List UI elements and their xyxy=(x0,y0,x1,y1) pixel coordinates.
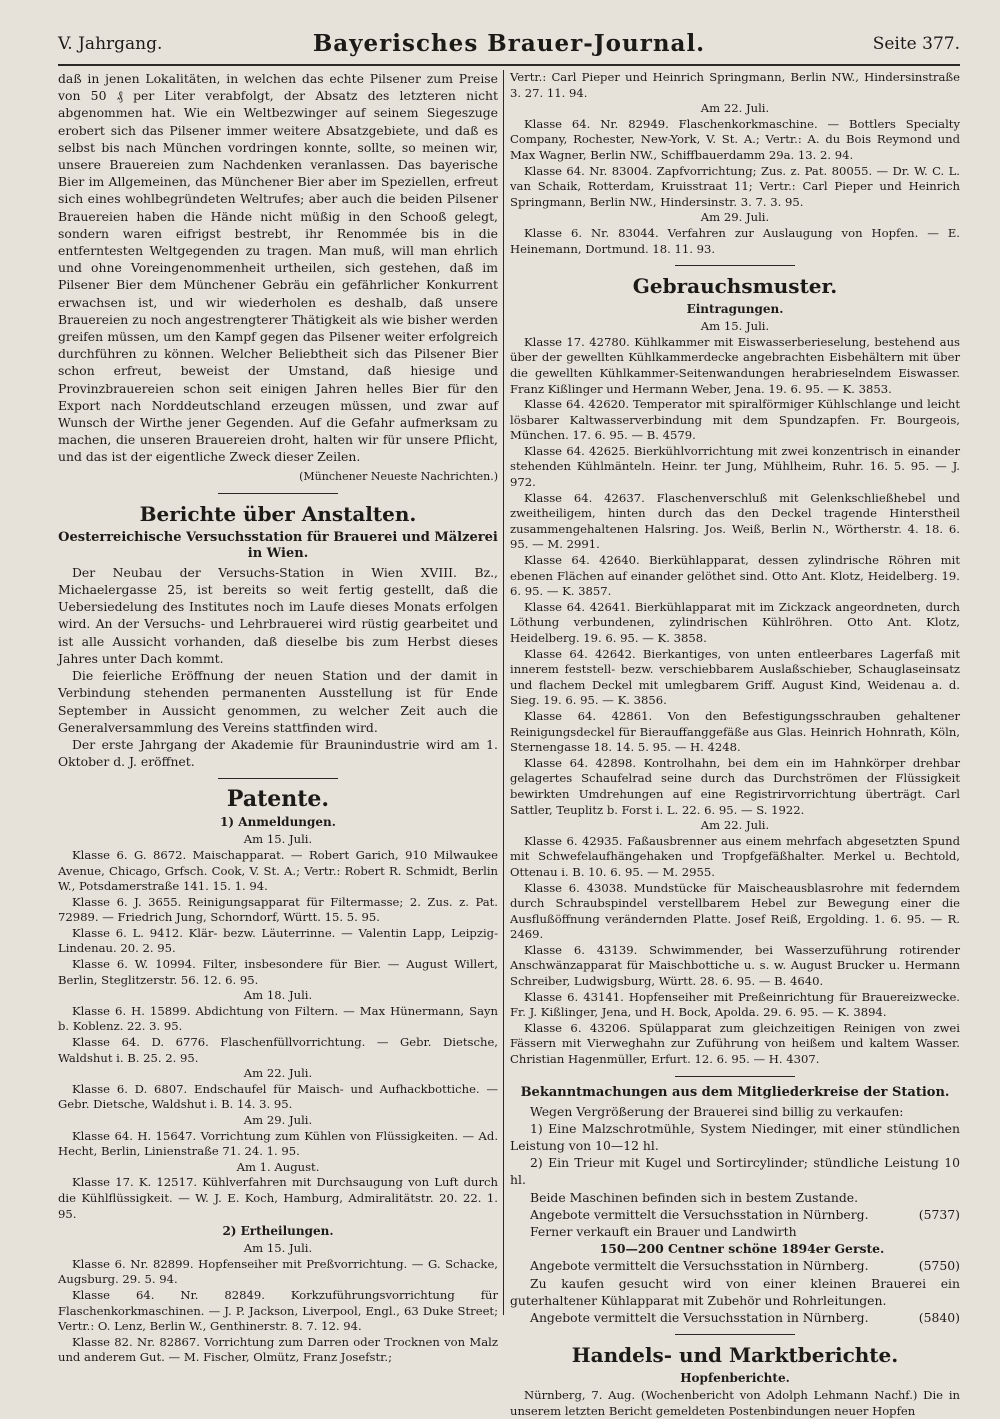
patent-entry: Klasse 17. K. 12517. Kühlverfahren mit Durchsaugung von Luft durch die Kühlflüssigkeit. — W. J. E. Koch, Hamburg, Admiralitätstr. 20. 22. 1. 95. xyxy=(58,1175,498,1221)
notice-text: Angebote vermittelt die Versuchsstation in Nürnberg. xyxy=(530,1258,869,1274)
patent-entry: Klasse 6. G. 8672. Maischapparat. — Robert Garich, 910 Milwaukee Avenue, Chicago, Grfsch. Cook, V. St. A.; Vertr.: Robert R. Schmidt, Berlin W., Potsdamerstraße 141. 15. 1. 94. xyxy=(58,847,498,894)
notice-ref: (5737) xyxy=(918,1206,960,1222)
notice-ref: (5750) xyxy=(918,1258,960,1274)
patent-entry: Klasse 6. W. 10994. Filter, insbesondere für Bier. — August Willert, Berlin, Steglitzerstr. 56. 12. 6. 95. xyxy=(58,957,498,987)
notice-line xyxy=(510,1309,960,1326)
patent-entry: Klasse 6. Nr. 82899. Hopfenseiher mit Preßvorrichtung. — G. Schacke, Augsburg. 29. 5. 94. xyxy=(58,1256,498,1287)
utility-model-entry: Klasse 64. 42640. Bierkühlapparat, dessen zylindrische Röhren mit ebenen Flächen auf einander gelöthet sind. Otto Ant. Klotz, Heidelberg. 19. 6. 95. — K. 3857. xyxy=(510,553,960,599)
notice-line: Zu kaufen gesucht wird von einer kleinen Brauerei ein guterhaltener Kühlapparat mit Zubehör und Rohrleitungen. xyxy=(510,1275,960,1308)
date-line: Am 15. Juli. xyxy=(243,832,313,847)
notice-highlight: 150—200 Centner schöne 1894er Gerste. xyxy=(599,1241,885,1257)
volume-label: V. Jahrgang. xyxy=(58,34,163,54)
reports-heading: Berichte über Anstalten. xyxy=(139,501,417,526)
station-paragraph: Der Neubau der Versuchs-Station in Wien XVIII. Bz., Michaelergasse 25, ist bereits so weit fertig gestellt, daß die Uebersiedelung des Institutes noch im Laufe dieses Monats erfolgen wird. An der Versuchs- und Lehrbrauerei wird rüstig gearbeitet und ist alle Aussicht vorhanden, daß dieselbe bis zum Herbst dieses Jahres unter Dach kommt. xyxy=(58,564,498,666)
utility-model-entry: Klasse 6. 43139. Schwimmender, bei Wasserzuführung rotirender Anschwänzapparat für Maischbottiche u. s. w. August Brucker u. Hermann Schreiber, Ludwigsburg, Württ. 28. 6. 95. — B. 4640. xyxy=(510,942,960,989)
separator xyxy=(675,1334,795,1335)
column-rule xyxy=(503,70,504,1315)
intro-paragraph: daß in jenen Lokalitäten, in welchen das echte Pilsener zum Preise von 50 ₰ per Liter verabfolgt, der Absatz des letzteren nicht abgenommen hat. Wie ein Weltbezwinger auf seinem Siegeszuge erobert sich das Pilsener immer weitere Absatzgebiete, und daß es selbst bis nach München vordringen konnte, sollte, so meinen wir, unsere Brauereien zum Nachdenken veranlassen. Das bayerische Bier im Allgemeinen, das Münchener Bier aber im Speziellen, erfreut sich eines wohlbegründeten Weltrufes; aber auch die beiden Pilsener Brauereien haben die Hände nicht müßig in den Schooß gelegt, sondern waren eifrigst bestrebt, ihr Renommée bis in die entferntesten Weltgegenden zu tragen. Man muß, will man ehrlich und ohne Voreingenommenheit urtheilen, sich gestehen, daß im Pilsener Bier dem Münchener Gebräu ein gefährlicher Konkurrent erwachsen ist, und wir wiederholen es deshalb, daß unsere Brauereien zu noch angestrengterer Thätigkeit als wie bisher werden greifen müssen, um den Kampf gegen das Pilsener weiter erfolgreich durchführen zu können. Welcher Beliebtheit sich das Pilsener Bier schon erfreut, beweist der Umstand, daß hiesige und Provinzbrauereien schon seit einigen Jahren helles Bier für den Export nach Norddeutschland erzeugen müssen, und zwar auf Wunsch der Wirthe jener Gegenden. Auf die Gefahr aufmerksam zu machen, die unseren Brauereien droht, halten wir für unsere Pflicht, und das ist der eigentliche Zweck dieser Zeilen. xyxy=(58,71,498,465)
station-heading: Oesterreichische Versuchsstation für Brauerei und Mälzerei in Wien. xyxy=(58,529,498,561)
utility-model-entry: Klasse 64. 42898. Kontrolhahn, bei dem ein im Hahnkörper drehbar gelagertes Schaufelrad seine durch das Durchströmen der Flüssigkeit bewirkten Umdrehungen auf eine Registrirvorrichtung überträgt. Carl Sattler, Teuplitz b. Forst i. L. 22. 6. 95. — S. 1922. xyxy=(510,755,960,817)
date-line: Am 29. Juli. xyxy=(243,1113,313,1127)
date-line: Am 22. Juli. xyxy=(700,818,770,833)
date-line: Am 1. August. xyxy=(236,1159,320,1174)
patent-entry: Vertr.: Carl Pieper und Heinrich Springmann, Berlin NW., Hindersinstraße 3. 27. 11. 94. xyxy=(510,70,960,100)
market-heading: Handels- und Marktberichte. xyxy=(571,1343,899,1368)
notice-line: Ferner verkauft ein Brauer und Landwirth xyxy=(530,1224,797,1240)
patent-entry: Klasse 6. H. 15899. Abdichtung von Filtern. — Max Hünermann, Sayn b. Koblenz. 22. 3. 95. xyxy=(58,1003,498,1034)
left-column xyxy=(58,70,498,1365)
notices-heading: Bekanntmachungen aus dem Mitgliederkreise der Station. xyxy=(520,1084,950,1100)
notice-line: Beide Maschinen befinden sich in bestem Zustande. xyxy=(530,1189,859,1205)
date-line: Am 22. Juli. xyxy=(700,101,770,116)
separator xyxy=(675,1076,795,1077)
notice-line: Wegen Vergrößerung der Brauerei sind billig zu verkaufen: xyxy=(530,1103,904,1119)
journal-title: Bayerisches Brauer-Journal. xyxy=(312,30,706,57)
patents-heading: Patente. xyxy=(226,786,330,813)
utility-model-entry: Klasse 64. 42861. Von den Befestigungsschrauben gehaltener Reinigungsdeckel für Bierauffanggefäße aus Glas. Heinrich Hohnrath, Köln, Sternengasse 18. 14. 5. 95. — H. 4248. xyxy=(510,708,960,755)
applications-heading: 1) Anmeldungen. xyxy=(220,815,336,830)
utility-model-entry: Klasse 6. 42935. Faßausbrenner aus einem mehrfach abgesetzten Spund mit Schwefelaufhängehaken und Tropfgefäßhalter. Merkel u. Bechtold, Ottenau i. B. 10. 6. 95. — M. 2955. xyxy=(510,833,960,879)
date-line: Am 29. Juli. xyxy=(700,210,770,225)
separator xyxy=(218,778,338,779)
notice-line: 2) Ein Trieur mit Kugel und Sortircylinder; stündliche Leistung 10 hl. xyxy=(510,1155,960,1188)
patent-entry: Klasse 64. Nr. 82949. Flaschenkorkmaschine. — Bottlers Specialty Company, Rochester, New-York, V. St. A.; Vertr.: A. du Bois Reymond und Max Wagner, Berlin NW., Schiffbauerdamm 29a. 13. 2. 94. xyxy=(510,116,960,162)
notice-line: 1) Eine Malzschrotmühle, System Niedinger, mit einer stündlichen Leistung von 10—12 hl. xyxy=(510,1120,960,1154)
utility-model-entry: Klasse 17. 42780. Kühlkammer mit Eiswasserberieselung, bestehend aus über der gewellten Kühlkammerdecke angebrachten Eisbehältern mit über die gewellten Kühlkammer-Seitenwandungen herabrieselndem Eiswasser. Franz Kißlinger und Hermann Weber, Jena. 19. 6. 95. — K. 3853. xyxy=(510,334,960,396)
station-paragraph: Der erste Jahrgang der Akademie für Braunindustrie wird am 1. Oktober d. J. eröffnet. xyxy=(58,736,498,770)
utility-model-entry: Klasse 64. 42625. Bierkühlvorrichtung mit zwei konzentrisch in einander stehenden Kühlmänteln. Heinr. ter Jung, Mühlheim, Ruhr. 16. 5. 95. — J. 972. xyxy=(510,443,960,490)
patent-entry: Klasse 64. D. 6776. Flaschenfüllvorrichtung. — Gebr. Dietsche, Waldshut i. B. 25. 2. 95. xyxy=(58,1035,498,1065)
date-line: Am 18. Juli. xyxy=(243,988,313,1003)
utility-model-entry: Klasse 6. 43141. Hopfenseiher mit Preßeinrichtung für Brauereizwecke. Fr. J. Kißlinger, Jena, und H. Bock, Apolda. 29. 6. 95. — K. 3894. xyxy=(510,989,960,1020)
registrations-heading: Eintragungen. xyxy=(686,302,784,317)
patent-entry: Klasse 64. Nr. 82849. Korkzuführungsvorrichtung für Flaschenkorkmaschinen. — J. P. Jackson, Liverpool, Engl., 63 Duke Street; Vertr.: O. Lenz, Berlin W., Genthinerstr. 8. 7. 12. 94. xyxy=(58,1287,498,1334)
patent-entry: Klasse 6. J. 3655. Reinigungsapparat für Filtermasse; 2. Zus. z. Pat. 72989. — Friedrich Jung, Schorndorf, Württ. 15. 5. 95. xyxy=(58,894,498,925)
separator xyxy=(218,493,338,494)
notice-text: Angebote vermittelt die Versuchsstation in Nürnberg. xyxy=(530,1206,869,1222)
grants-heading: 2) Ertheilungen. xyxy=(222,1224,334,1239)
notice-text: Angebote vermittelt die Versuchsstation in Nürnberg. xyxy=(530,1310,869,1326)
patent-entry: Klasse 6. Nr. 83044. Verfahren zur Auslaugung von Hopfen. — E. Heinemann, Dortmund. 18. 11. 93. xyxy=(510,225,960,256)
hops-heading: Hopfenberichte. xyxy=(680,1371,790,1386)
hops-report: Nürnberg, 7. Aug. (Wochenbericht von Adolph Lehmann Nachf.) Die in unserem letzten Bericht gemeldeten Postenbindungen neuer Hopfen xyxy=(510,1388,960,1418)
columns xyxy=(58,70,960,1418)
date-line: Am 15. Juli. xyxy=(700,319,770,334)
page-header xyxy=(58,24,960,66)
patent-entry: Klasse 64. Nr. 83004. Zapfvorrichtung; Zus. z. Pat. 80055. — Dr. W. C. L. van Schaik, Rotterdam, Kruisstraat 11; Vertr.: Carl Pieper und Heinrich Springmann, Berlin NW., Hindersinstr. 3. 7. 3. 95. xyxy=(510,163,960,209)
patent-entry: Klasse 64. H. 15647. Vorrichtung zum Kühlen von Flüssigkeiten. — Ad. Hecht, Berlin, Linienstraße 71. 24. 1. 95. xyxy=(58,1128,498,1159)
patent-entry: Klasse 82. Nr. 82867. Vorrichtung zum Darren oder Trocknen von Malz und anderem Gut. — M. Fischer, Olmütz, Franz Josefstr.; xyxy=(58,1334,498,1365)
patent-entry: Klasse 6. D. 6807. Endschaufel für Maisch- und Aufhackbottiche. — Gebr. Dietsche, Waldshut i. B. 14. 3. 95. xyxy=(58,1081,498,1112)
date-line: Am 22. Juli. xyxy=(243,1066,313,1081)
date-line: Am 15. Juli. xyxy=(243,1241,313,1256)
utility-model-entry: Klasse 64. 42637. Flaschenverschluß mit Gelenkschließhebel und zweitheiligem, hinten durch das den Deckel tragende Hinterstheil zusammengehaltenen Halsring. Jos. Weiß, Berlin N., Wörtherstr. 4. 18. 6. 95. — M. 2991. xyxy=(510,490,960,552)
right-column xyxy=(510,70,960,1418)
separator xyxy=(675,265,795,266)
utility-model-entry: Klasse 6. 43206. Spülapparat zum gleichzeitigen Reinigen von zwei Fässern mit Vierweghahn zur Zuführung von heißem und kaltem Wasser. Christian Hagenmüller, Erfurt. 12. 6. 95. — H. 4307. xyxy=(510,1020,960,1067)
station-paragraph: Die feierliche Eröffnung der neuen Station und der damit in Verbindung stehenden permanenten Ausstellung ist für Ende September in Aussicht genommen, zu welcher Zeit auch die Generalversammlung des Vereins stattfinden wird. xyxy=(58,668,498,735)
utility-models-heading: Gebrauchsmuster. xyxy=(632,274,838,299)
utility-model-entry: Klasse 64. 42642. Bierkantiges, von unten entleerbares Lagerfaß mit innerem feststell- bezw. verschiebbarem Auslaßschieber, Schauglaseinsatz und flachem Deckel mit umlegbarem Griff. August Kind, Weidenau a. d. Sieg. 19. 6. 95. — K. 3856. xyxy=(510,646,960,708)
patent-entry: Klasse 6. L. 9412. Klär- bezw. Läuterrinne. — Valentin Lapp, Leipzig-Lindenau. 20. 2. 95. xyxy=(58,925,498,956)
utility-model-entry: Klasse 64. 42641. Bierkühlapparat mit im Zickzack angeordneten, durch Löthung verbundenen, zylindrischen Kühlröhren. Otto Ant. Klotz, Heidelberg. 19. 6. 95. — K. 3858. xyxy=(510,599,960,645)
notice-ref: (5840) xyxy=(918,1310,960,1326)
notice-line xyxy=(510,1206,960,1223)
utility-model-entry: Klasse 64. 42620. Temperator mit spiralförmiger Kühlschlange und leicht lösbarer Kaltwasserverbindung mit dem Spundzapfen. Fr. Bourgeois, München. 17. 6. 95. — B. 4579. xyxy=(510,397,960,443)
intro-source: (Münchener Neueste Nachrichten.) xyxy=(299,469,498,483)
page-number: Seite 377. xyxy=(872,34,960,54)
utility-model-entry: Klasse 6. 43038. Mundstücke für Maischeausblasrohre mit federndem durch Schraubspindel verstellbarem Hebel zur Bewegung einer die Ausflußöffnung verändernden Platte. Josef Reiß, Ergolding. 1. 6. 95. — R. 2469. xyxy=(510,880,960,942)
notice-line xyxy=(510,1257,960,1274)
